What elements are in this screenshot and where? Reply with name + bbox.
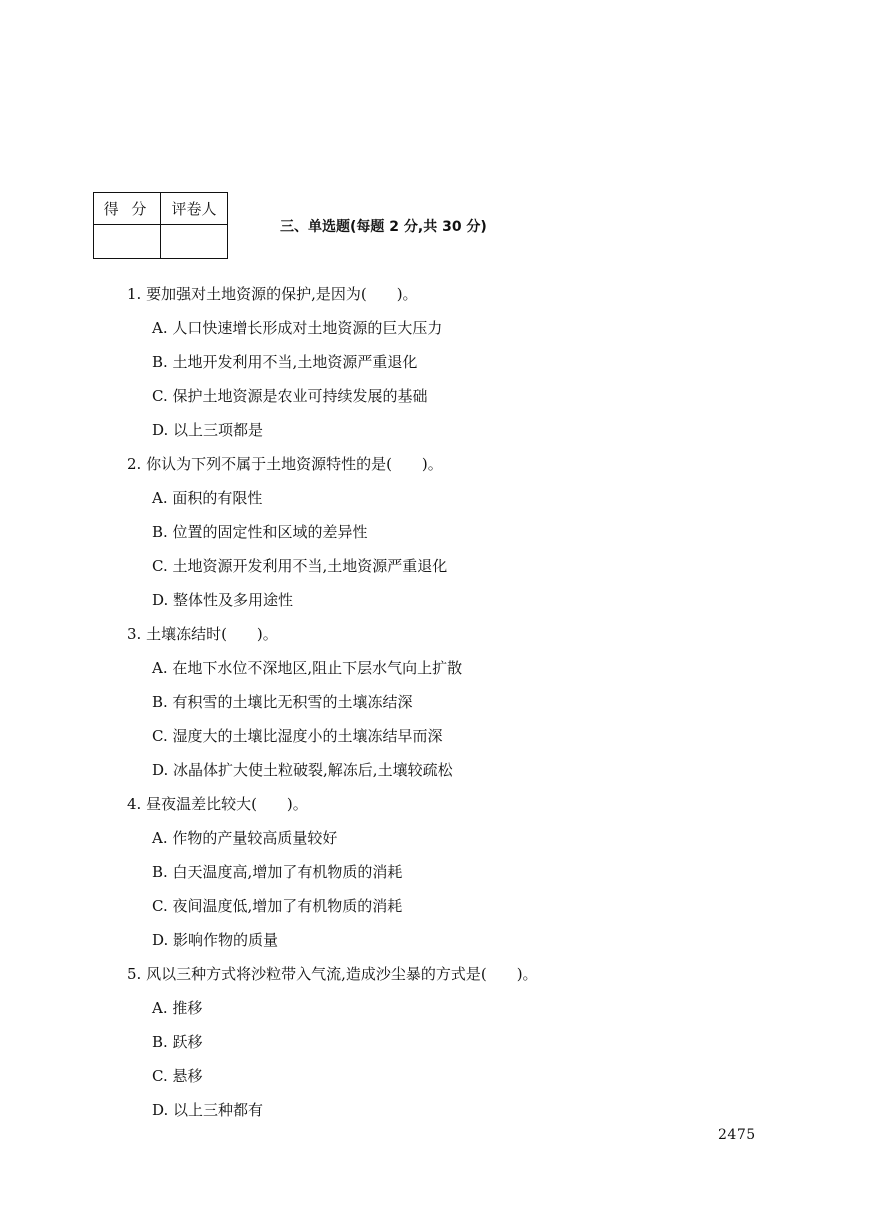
question-3-option-c: C. 湿度大的土壤比湿度小的土壤冻结早而深 bbox=[152, 727, 443, 745]
question-2-option-d: D. 整体性及多用途性 bbox=[152, 591, 294, 609]
question-1-option-a: A. 人口快速增长形成对土地资源的巨大压力 bbox=[152, 319, 443, 337]
grader-label: 评卷人 bbox=[161, 193, 228, 225]
question-3-option-a: A. 在地下水位不深地区,阻止下层水气向上扩散 bbox=[152, 659, 463, 677]
question-4 bbox=[127, 794, 807, 964]
question-2-stem: 2. 你认为下列不属于土地资源特性的是( )。 bbox=[127, 455, 443, 473]
question-3 bbox=[127, 624, 807, 794]
page-number: 2475 bbox=[718, 1127, 756, 1143]
question-5-option-c: C. 悬移 bbox=[152, 1067, 203, 1085]
question-list bbox=[127, 284, 807, 1134]
question-4-stem: 4. 昼夜温差比较大( )。 bbox=[127, 795, 308, 813]
question-1-option-c: C. 保护土地资源是农业可持续发展的基础 bbox=[152, 387, 428, 405]
question-2-option-b: B. 位置的固定性和区域的差异性 bbox=[152, 523, 368, 541]
question-4-option-b: B. 白天温度高,增加了有机物质的消耗 bbox=[152, 863, 403, 881]
question-3-option-b: B. 有积雪的土壤比无积雪的土壤冻结深 bbox=[152, 693, 413, 711]
question-1-stem: 1. 要加强对土地资源的保护,是因为( )。 bbox=[127, 285, 418, 303]
question-5-option-b: B. 跃移 bbox=[152, 1033, 203, 1051]
score-table bbox=[93, 192, 228, 259]
question-1 bbox=[127, 284, 807, 454]
question-1-option-d: D. 以上三项都是 bbox=[152, 421, 264, 439]
question-2-option-a: A. 面积的有限性 bbox=[152, 489, 263, 507]
question-1-option-b: B. 土地开发利用不当,土地资源严重退化 bbox=[152, 353, 418, 371]
question-4-option-c: C. 夜间温度低,增加了有机物质的消耗 bbox=[152, 897, 403, 915]
score-label: 得 分 bbox=[94, 193, 161, 225]
question-3-stem: 3. 土壤冻结时( )。 bbox=[127, 625, 278, 643]
grader-cell bbox=[161, 225, 228, 259]
question-5-stem: 5. 风以三种方式将沙粒带入气流,造成沙尘暴的方式是( )。 bbox=[127, 965, 538, 983]
question-2-option-c: C. 土地资源开发利用不当,土地资源严重退化 bbox=[152, 557, 448, 575]
question-5 bbox=[127, 964, 807, 1134]
question-4-option-a: A. 作物的产量较高质量较好 bbox=[152, 829, 338, 847]
question-4-option-d: D. 影响作物的质量 bbox=[152, 931, 279, 949]
question-5-option-a: A. 推移 bbox=[152, 999, 203, 1017]
question-2 bbox=[127, 454, 807, 624]
score-cell bbox=[94, 225, 161, 259]
question-3-option-d: D. 冰晶体扩大使土粒破裂,解冻后,土壤较疏松 bbox=[152, 761, 453, 779]
question-5-option-d: D. 以上三种都有 bbox=[152, 1101, 264, 1119]
section-title: 三、单选题(每题 2 分,共 30 分) bbox=[280, 219, 487, 235]
